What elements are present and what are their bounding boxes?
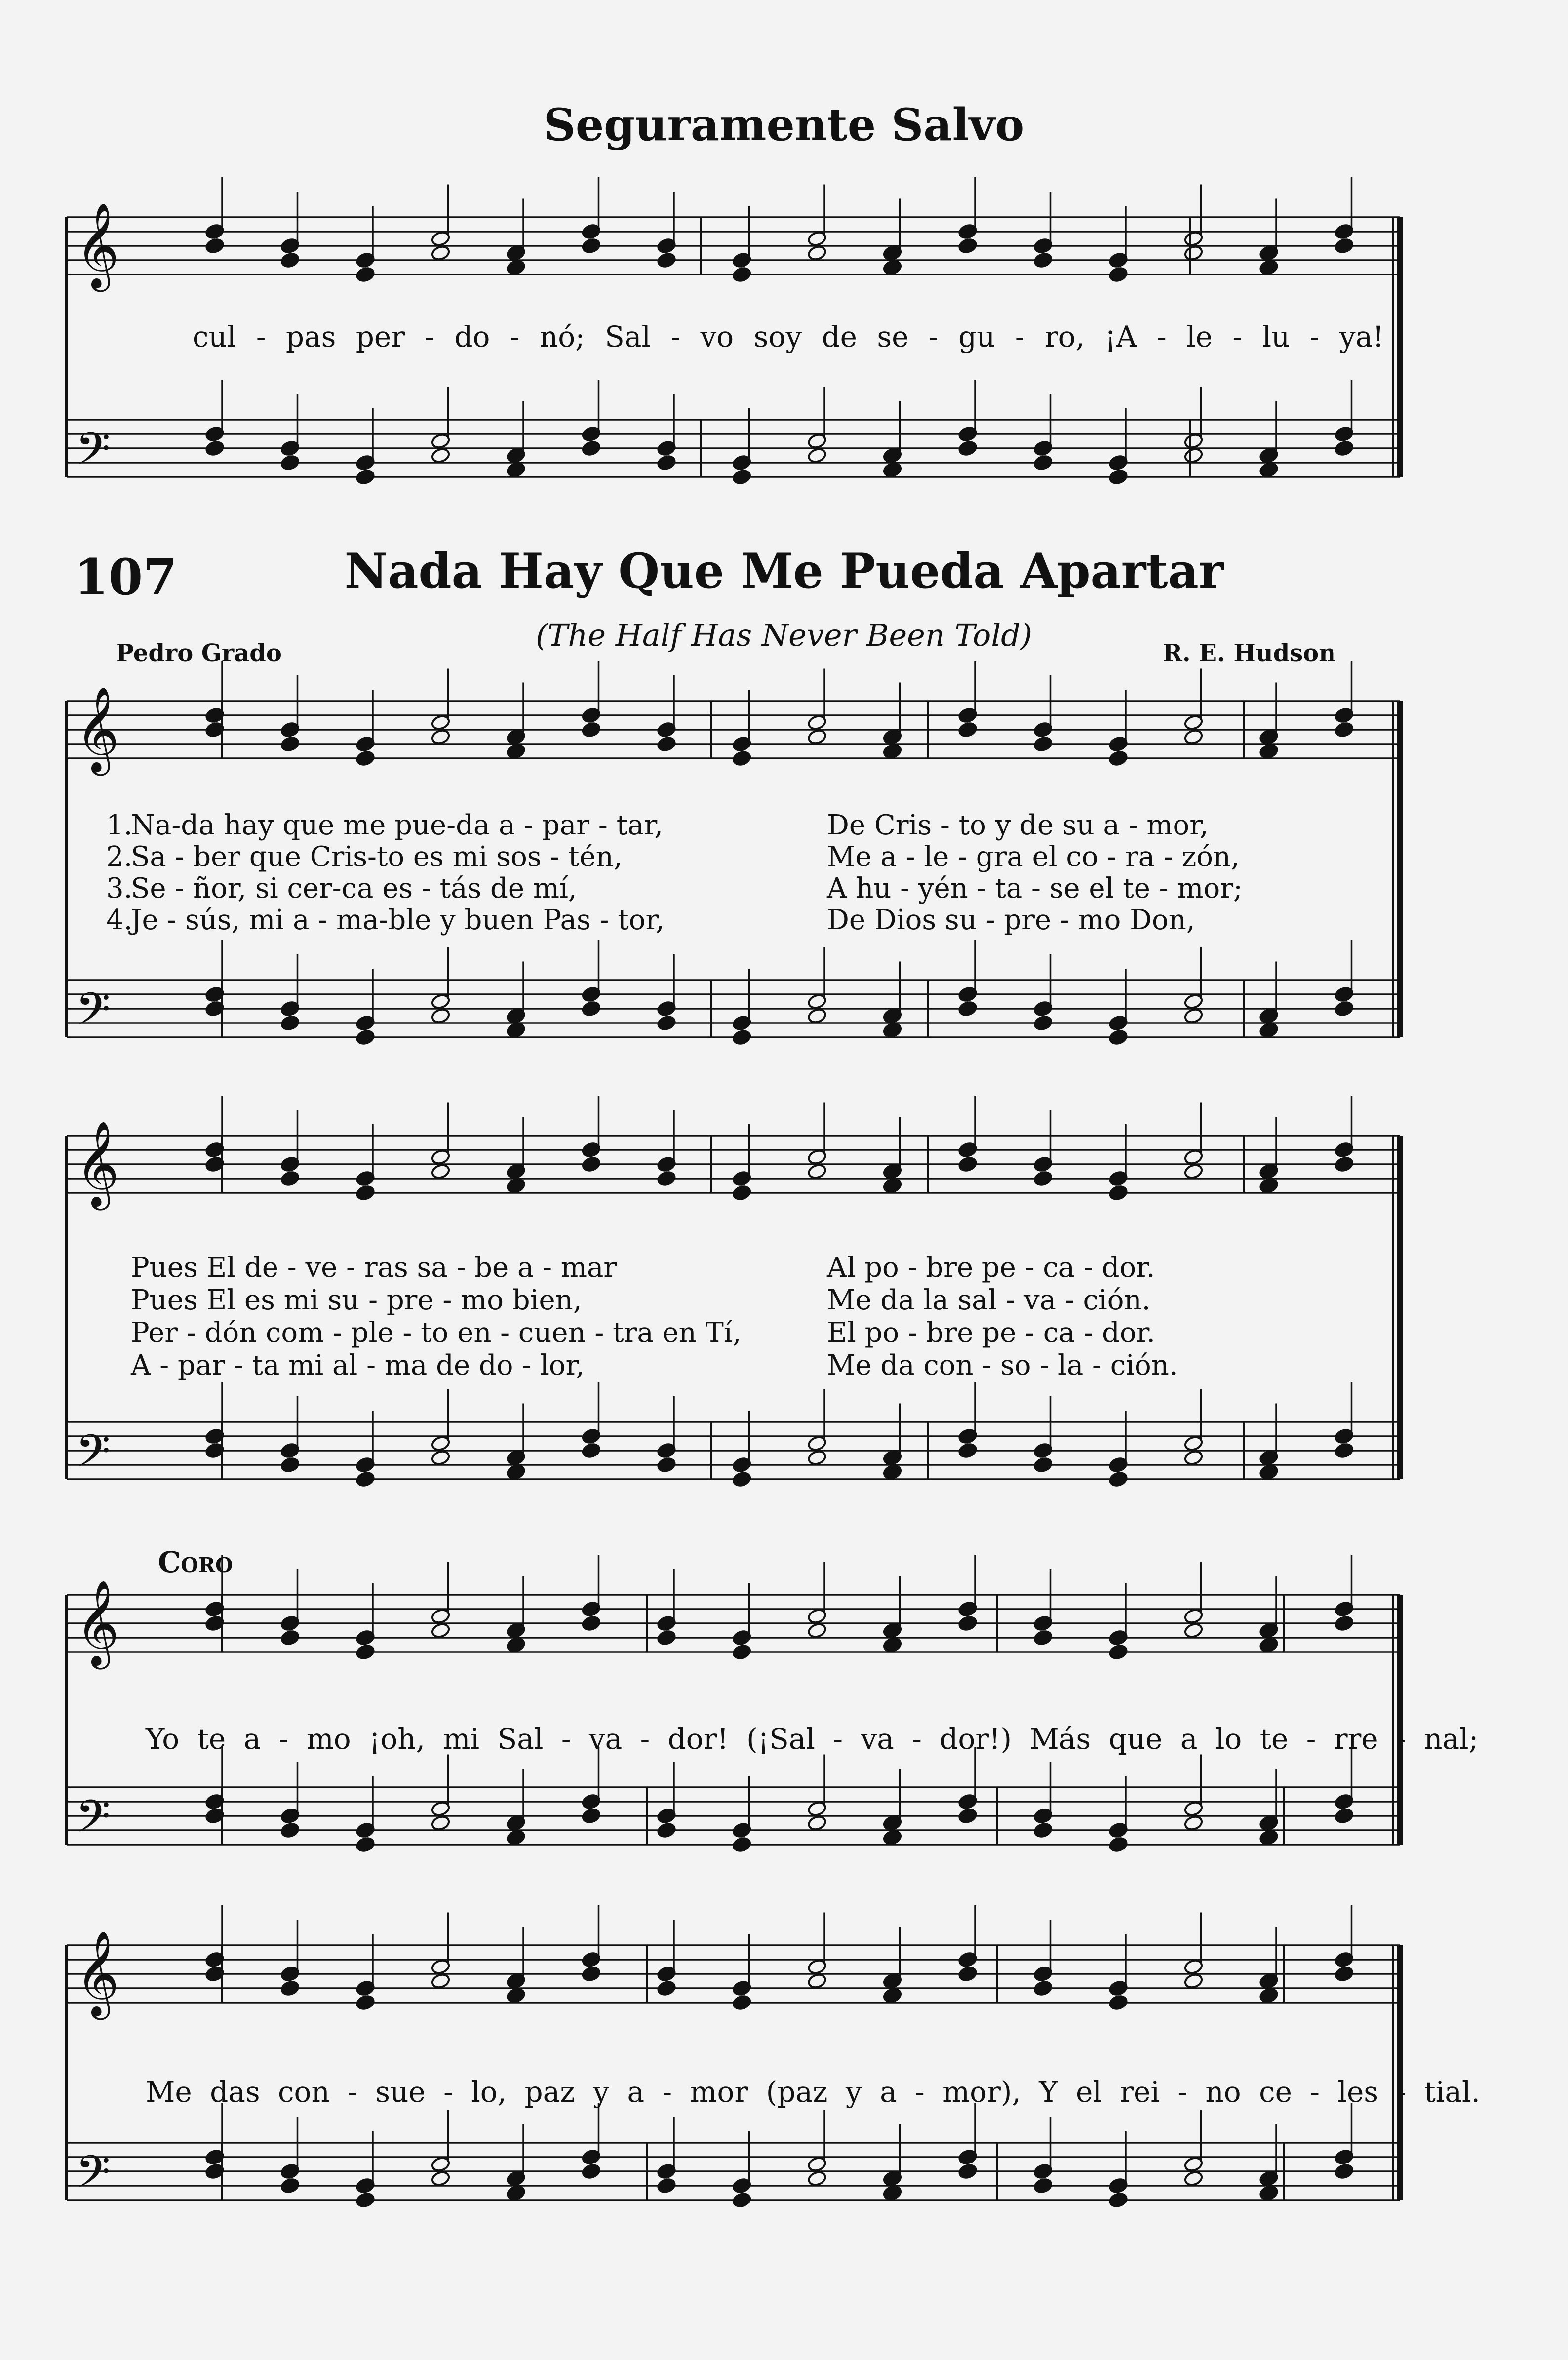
verses-first-half	[106, 810, 1419, 936]
composer: R. E. Hudson	[1163, 639, 1336, 667]
chorus-lyrics-2-text: Me das con - sue - lo, paz y a - mor (paz y a - mor), Y el rei - no ce - les - tial.	[146, 2075, 1480, 2109]
svg-text:𝄢: 𝄢	[76, 1790, 111, 1853]
stanza-line: A - par - ta mi al - ma de do - lor, Me da con - so - la - ción.	[131, 1349, 1178, 1381]
chorus-lyrics-2	[146, 2075, 1480, 2109]
svg-text:𝄞: 𝄞	[76, 1580, 119, 1666]
top-hymn-lyrics	[193, 320, 1384, 354]
svg-text:𝄞: 𝄞	[76, 1121, 119, 1207]
chorus-label: Coro	[158, 1545, 233, 1579]
svg-text:𝄞: 𝄞	[76, 202, 119, 288]
verse-line: 4. Je - sús, mi a - ma-ble y buen Pas - tor, De Dios su - pre - mo Don,	[106, 904, 1195, 936]
top-hymn-lyrics-text: cul - pas per - do - nó; Sal - vo soy de se - gu - ro, ¡A - le - lu - ya!	[193, 320, 1384, 354]
svg-text:𝄢: 𝄢	[76, 2146, 111, 2209]
chorus-lyrics-1-text: Yo te a - mo ¡oh, mi Sal - va - dor! (¡Sal - va - dor!) Más que a lo te - rre - nal;	[146, 1722, 1479, 1756]
hymn-subtitle: (The Half Has Never Been Told)	[535, 617, 1033, 653]
top-hymn-title: Seguramente Salvo	[543, 99, 1025, 151]
hymn-title: Nada Hay Que Me Pueda Apartar	[344, 543, 1224, 599]
hymn-number: 107	[74, 548, 177, 606]
svg-text:𝄢: 𝄢	[76, 1425, 111, 1488]
svg-text:𝄞: 𝄞	[76, 1930, 119, 2016]
stanza-line: Per - dón com - ple - to en - cuen - tra en Tí, El po - bre pe - ca - dor.	[131, 1317, 1155, 1349]
svg-text:𝄢: 𝄢	[76, 983, 111, 1046]
svg-text:𝄢: 𝄢	[76, 423, 111, 486]
stanza-line: Pues El es mi su - pre - mo bien, Me da la sal - va - ción.	[131, 1284, 1151, 1316]
svg-text:𝄞: 𝄞	[76, 686, 119, 772]
verse-line: 3. Se - ñor, si cer-ca es - tás de mí, A hu - yén - ta - se el te - mor;	[106, 872, 1243, 905]
verse-line: 2. Sa - ber que Cris-to es mi sos - tén, Me a - le - gra el co - ra - zón,	[106, 841, 1240, 873]
stanza-line: Pues El de - ve - ras sa - be a - mar Al po - bre pe - ca - dor.	[131, 1252, 1155, 1284]
verse-line: 1. Na-da hay que me pue-da a - par - tar, De Cris - to y de su a - mor,	[106, 809, 1209, 841]
chorus-lyrics-1	[146, 1722, 1479, 1756]
verses-second-half	[131, 1252, 1419, 1382]
lyricist: Pedro Grado	[116, 639, 282, 667]
